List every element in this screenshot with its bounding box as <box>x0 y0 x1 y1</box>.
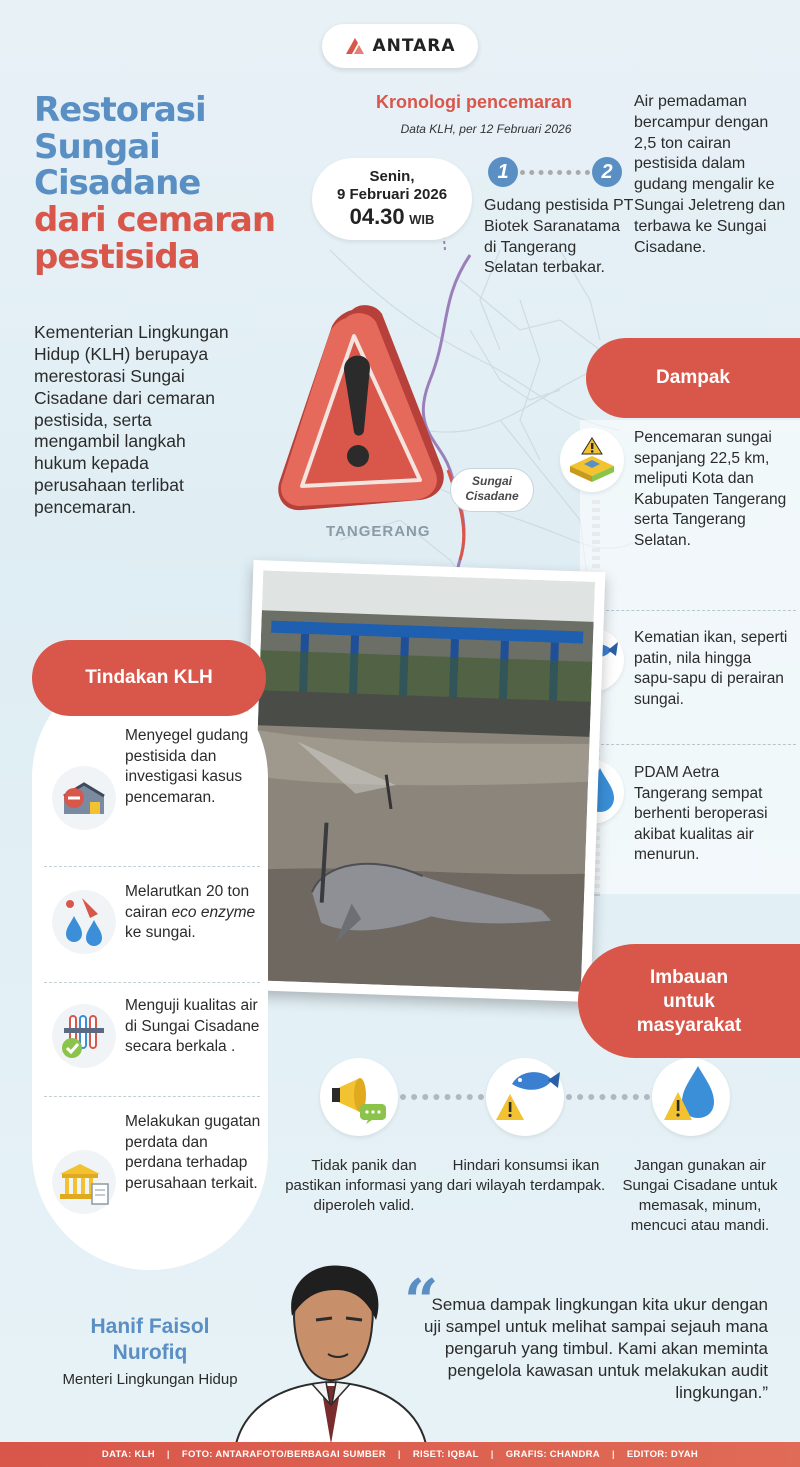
quote-mark-icon: “ <box>404 1267 439 1337</box>
imbauan-heading-line: Imbauan <box>649 967 729 988</box>
dampak-item-text: Kematian ikan, seperti patin, nila hingga sapu-sapu di perairan sungai. <box>634 629 788 708</box>
tindakan-item-text: Melakukan gugatan perdata dan perdana terhadap perusahaan terkait. <box>125 1113 261 1192</box>
dampak-item-text: Pencemaran sungai sepanjang 22,5 km, meliputi Kota dan Kabupaten Tangerang serta Tangerang Selatan. <box>634 429 787 550</box>
dampak-heading: Dampak <box>586 338 800 418</box>
tindakan-heading: Tindakan KLH <box>32 640 266 716</box>
tindakan-item-text-emphasis: eco enzyme <box>171 903 256 921</box>
title-line: pestisida <box>34 236 200 277</box>
imbauan-heading <box>578 944 800 1058</box>
antara-logo <box>322 24 478 68</box>
tindakan-item-text-part: Melarutkan 20 ton cairan <box>125 883 250 921</box>
imbauan-item-text: Tidak panik dan pastikan informasi yang diperoleh valid. <box>285 1157 443 1214</box>
credit-separator: | <box>397 1449 401 1460</box>
speaker-name-line: Hanif Faisol <box>90 1315 210 1338</box>
step-connector <box>520 170 590 175</box>
credit-grafis: GRAFIS: CHANDRA <box>505 1449 600 1460</box>
title-line: dari cemaran <box>34 200 276 241</box>
dampak-item-text: PDAM Aetra Tangerang sempat berhenti beroperasi akibat kualitas air menurun. <box>634 764 768 864</box>
river-photo <box>239 560 606 1002</box>
tindakan-item-text <box>125 882 265 944</box>
polluted-river-icon <box>560 428 624 492</box>
title-line: Cisadane <box>34 163 201 204</box>
water-drops-icon <box>52 890 116 954</box>
event-timezone: WIB <box>409 212 435 227</box>
antara-logo-mark-icon <box>344 36 366 56</box>
kronologi-heading: Kronologi pencemaran <box>376 92 573 112</box>
divider <box>44 1096 260 1097</box>
antara-logo-text: ANTARA <box>372 36 456 56</box>
fish-warning-icon <box>486 1058 564 1136</box>
map-label-tangerang: TANGERANG <box>326 523 431 540</box>
title-line: Restorasi <box>34 90 206 130</box>
tindakan-item-text: Menyegel gudang pestisida dan investigasi kasus pencemaran. <box>125 727 249 806</box>
tindakan-item-text-part: ke sungai. <box>125 924 196 942</box>
imbauan-connector <box>400 1094 484 1100</box>
map-label-line: Cisadane <box>465 489 519 503</box>
kronologi-source: Data KLH, per 12 Februari 2026 <box>400 122 572 136</box>
divider <box>44 866 260 867</box>
court-document-icon <box>52 1150 116 1214</box>
event-time: 04.30 <box>349 204 405 229</box>
credit-riset: RISET: IQBAL <box>412 1449 479 1460</box>
sealed-warehouse-icon <box>52 766 116 830</box>
event-date: 9 Februari 2026 <box>336 186 448 203</box>
imbauan-connector <box>566 1094 650 1100</box>
speaker-name-line: Nurofiq <box>112 1341 188 1365</box>
title-line: Sungai <box>34 126 160 167</box>
imbauan-item-text: Jangan gunakan air Sungai Cisadane untuk memasak, minum, mencuci atau mandi. <box>622 1157 778 1234</box>
credits-footer <box>0 1442 800 1467</box>
quote-text: Semua dampak lingkungan kita ukur dengan uji sampel untuk melihat sampai sejauh mana pengaruh yang timbul. Kami akan meminta pengelola kawasan untuk melakukan audit lingkungan.” <box>424 1295 768 1403</box>
credit-separator: | <box>166 1449 170 1460</box>
kronologi-step-1-text: Gudang pestisida PT Biotek Saranatama di Tangerang Selatan terbakar. <box>484 197 634 277</box>
warning-triangle-icon <box>272 298 450 520</box>
dead-fish-dam-photo <box>249 570 595 991</box>
credit-separator: | <box>611 1449 615 1460</box>
tindakan-item-text: Menguji kualitas air di Sungai Cisadane secara berkala . <box>125 997 260 1056</box>
divider <box>596 744 796 745</box>
test-tubes-icon <box>52 1004 116 1068</box>
map-label-line: Sungai <box>471 474 512 488</box>
megaphone-icon <box>320 1058 398 1136</box>
credit-separator: | <box>490 1449 494 1460</box>
speaker-role: Menteri Lingkungan Hidup <box>62 1371 238 1388</box>
divider <box>596 610 796 611</box>
imbauan-heading-line: masyarakat <box>636 1014 742 1036</box>
event-date-badge <box>312 158 472 240</box>
imbauan-item-text: Hindari konsumsi ikan dari wilayah terdampak. <box>446 1157 606 1194</box>
credit-data: DATA: KLH <box>101 1449 155 1460</box>
divider <box>44 982 260 983</box>
event-day: Senin, <box>369 168 415 185</box>
credit-foto: FOTO: ANTARAFOTO/BERBAGAI SUMBER <box>181 1449 386 1460</box>
credit-editor: EDITOR: DYAH <box>626 1449 699 1460</box>
speaker-name <box>62 1314 238 1367</box>
intro-paragraph: Kementerian Lingkungan Hidup (KLH) berupaya merestorasi Sungai Cisadane dari cemaran pestisida, serta mengambil langkah hukum kepada perusahaan terlibat pencemaran. <box>34 322 229 517</box>
step-number-1: 1 <box>488 157 518 187</box>
step-number-2: 2 <box>592 157 622 187</box>
page-title <box>34 92 304 276</box>
kronologi-step-2-text: Air pemadaman bercampur dengan 2,5 ton cairan pestisida dalam gudang mengalir ke Sungai Jeletreng dan terbawa ke Sungai Cisadane. <box>634 93 786 256</box>
map-label-sungai-cisadane <box>450 468 534 512</box>
imbauan-heading-line: untuk <box>663 990 715 1012</box>
water-warning-icon <box>652 1058 730 1136</box>
